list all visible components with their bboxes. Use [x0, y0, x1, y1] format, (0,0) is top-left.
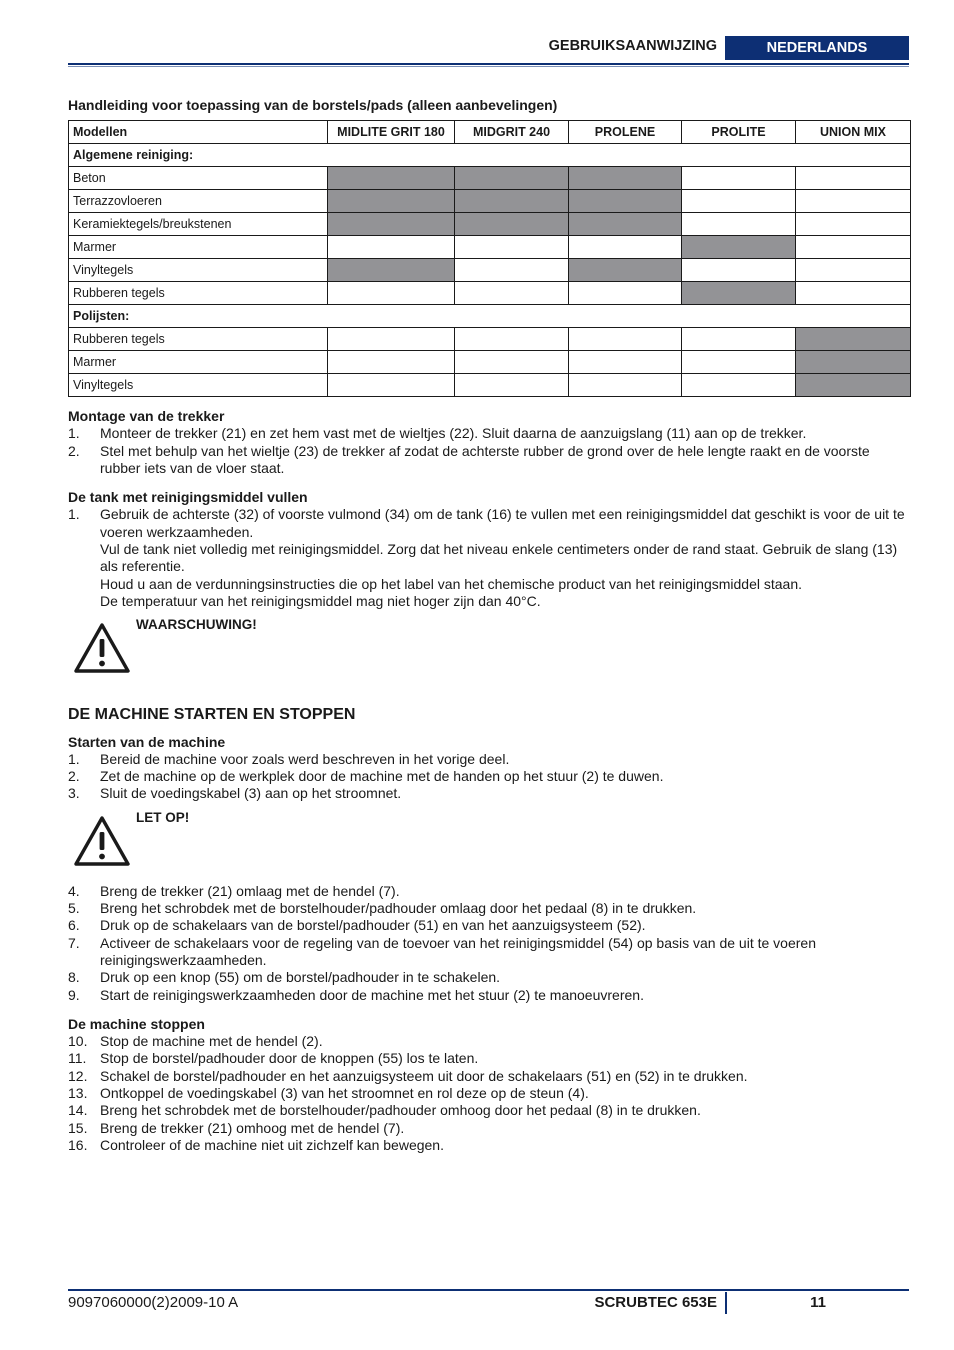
- step-number: 15.: [68, 1119, 88, 1136]
- surface-label: Marmer: [69, 236, 328, 259]
- page-number: 11: [810, 1294, 826, 1311]
- step-number: 6.: [68, 917, 80, 934]
- caution-label: LET OP!: [136, 809, 190, 825]
- step-number: 4.: [68, 882, 80, 899]
- list-item: [68, 917, 910, 934]
- step-number: 11.: [68, 1050, 87, 1067]
- list-item: [68, 1137, 910, 1154]
- stop-steps: [68, 1033, 910, 1154]
- surface-label: Terrazzovloeren: [69, 190, 328, 213]
- recommended-cell: [328, 213, 455, 236]
- step-text: Ontkoppel de voedingskabel (3) van het stroomnet en rol deze op de steun (4).: [100, 1085, 589, 1102]
- table-cell: [569, 282, 682, 305]
- recommended-cell: [796, 328, 911, 351]
- step-number: 2.: [68, 442, 80, 459]
- content: [68, 408, 910, 1154]
- start-steps: [68, 751, 910, 803]
- tank-heading: De tank met reinigingsmiddel vullen: [68, 489, 308, 506]
- header-title: GEBRUIKSAANWIJZING: [548, 38, 717, 54]
- recommended-cell: [328, 259, 455, 282]
- step-text: Breng het schrobdek met de borstelhouder/padhouder omhoog door het pedaal (8) in te drukken.: [100, 1102, 701, 1119]
- table-cell: [682, 190, 796, 213]
- table-cell: [796, 236, 911, 259]
- document-number: 9097060000(2)2009-10 A: [68, 1294, 239, 1311]
- table-cell: [569, 328, 682, 351]
- list-item: [68, 900, 910, 917]
- surface-label: Vinyltegels: [69, 374, 328, 397]
- tank-note: Houd u aan de verdunningsinstructies die op het label van het chemische product van het reinigingsmiddel staan.: [100, 575, 802, 592]
- table-row: [69, 190, 911, 213]
- step-text: Activeer de schakelaars voor de regeling van de toevoer van het reinigingsmiddel (54) op basis van de uit te voeren reinigingswerkzaamheden.: [100, 934, 816, 968]
- list-item: [68, 443, 910, 478]
- list-item: [68, 506, 910, 541]
- group-row: [69, 144, 911, 167]
- step-text: Controleer of de machine niet uit zichzelf kan bewegen.: [100, 1136, 444, 1153]
- list-item: [68, 1068, 910, 1085]
- step-number: 1.: [68, 425, 80, 442]
- recommended-cell: [328, 167, 455, 190]
- table-title: Handleiding voor toepassing van de borstels/pads (alleen aanbevelingen): [68, 97, 558, 113]
- list-item: [68, 883, 910, 900]
- step-number: 12.: [68, 1067, 88, 1084]
- header-rule: [68, 63, 909, 65]
- table-row: [69, 259, 911, 282]
- step-number: 13.: [68, 1085, 88, 1102]
- group-label: Algemene reiniging:: [69, 144, 911, 167]
- step-text: Breng de trekker (21) omhoog met de hendel (7).: [100, 1119, 405, 1136]
- table-cell: [796, 190, 911, 213]
- column-header: MIDGRIT 240: [455, 121, 569, 144]
- recommended-cell: [569, 190, 682, 213]
- warning-label: WAARSCHUWING!: [136, 617, 257, 633]
- table-cell: [569, 351, 682, 374]
- step-number: 1.: [68, 750, 80, 767]
- list-item: [68, 751, 910, 768]
- table-cell: [455, 236, 569, 259]
- table-cell: [682, 213, 796, 236]
- table-cell: [682, 351, 796, 374]
- recommended-cell: [569, 213, 682, 236]
- table-cell: [455, 259, 569, 282]
- model-name: SCRUBTEC 653E: [594, 1294, 717, 1311]
- step-number: 10.: [68, 1033, 88, 1050]
- recommended-cell: [455, 190, 569, 213]
- table-cell: [569, 374, 682, 397]
- table-cell: [796, 167, 911, 190]
- column-header: MIDLITE GRIT 180: [328, 121, 455, 144]
- list-item: [68, 987, 910, 1004]
- group-label: Polijsten:: [69, 305, 911, 328]
- warning-box: [68, 614, 910, 680]
- footer-rule: [68, 1289, 909, 1291]
- step-number: 3.: [68, 785, 80, 802]
- column-header: PROLITE: [682, 121, 796, 144]
- footer-separator: [725, 1292, 727, 1314]
- group-row: [69, 305, 911, 328]
- table-cell: [455, 282, 569, 305]
- table-cell: [455, 351, 569, 374]
- group1-body: [69, 167, 911, 305]
- start-heading: Starten van de machine: [68, 733, 226, 750]
- step-number: 7.: [68, 934, 80, 951]
- language-badge: NEDERLANDS: [725, 36, 909, 60]
- step-number: 14.: [68, 1102, 88, 1119]
- list-item: [68, 935, 910, 970]
- tank-note: De temperatuur van het reinigingsmiddel mag niet hoger zijn dan 40°C.: [100, 592, 541, 609]
- recommended-cell: [682, 282, 796, 305]
- table-row: [69, 213, 911, 236]
- recommended-cell: [328, 190, 455, 213]
- table-cell: [328, 328, 455, 351]
- stop-heading: De machine stoppen: [68, 1015, 205, 1032]
- table-cell: [682, 328, 796, 351]
- warning-triangle-icon: [73, 815, 131, 867]
- step-text: Start de reinigingswerkzaamheden door de machine met het stuur (2) te manoeuvreren.: [100, 986, 644, 1003]
- table-cell: [682, 259, 796, 282]
- table-cell: [569, 236, 682, 259]
- recommended-cell: [796, 374, 911, 397]
- brush-pad-table: [68, 120, 911, 397]
- surface-label: Marmer: [69, 351, 328, 374]
- column-header: PROLENE: [569, 121, 682, 144]
- table-row: [69, 236, 911, 259]
- table-cell: [328, 282, 455, 305]
- tank-steps: [68, 506, 910, 541]
- table-row: [69, 282, 911, 305]
- step-text: Bereid de machine voor zoals werd beschreven in het vorige deel.: [100, 750, 510, 767]
- step-text: Stel met behulp van het wieltje (23) de trekker af zodat de achterste rubber de grond over de hele lengte raakt en de voorste rubber iets van de vloer staat.: [100, 442, 870, 476]
- table-cell: [328, 374, 455, 397]
- step-number: 9.: [68, 986, 80, 1003]
- table-cell: [455, 374, 569, 397]
- step-number: 8.: [68, 969, 80, 986]
- table-row: [69, 328, 911, 351]
- warning-triangle-icon: [73, 622, 131, 674]
- recommended-cell: [796, 351, 911, 374]
- table-cell: [682, 167, 796, 190]
- list-item: [68, 1033, 910, 1050]
- recommended-cell: [682, 236, 796, 259]
- list-item: [68, 1102, 910, 1119]
- list-item: [68, 785, 910, 802]
- recommended-cell: [569, 259, 682, 282]
- section-title: DE MACHINE STARTEN EN STOPPEN: [68, 706, 356, 724]
- list-item: [68, 1120, 910, 1137]
- step-text: Druk op een knop (55) om de borstel/padhouder in te schakelen.: [100, 969, 501, 986]
- surface-label: Rubberen tegels: [69, 282, 328, 305]
- table-header-row: [69, 121, 911, 144]
- step-text: Stop de borstel/padhouder door de knoppen (55) los te laten.: [100, 1050, 479, 1067]
- list-item: [68, 969, 910, 986]
- step-text: Schakel de borstel/padhouder en het aanzuigsysteem uit door de schakelaars (51) en (52) in te drukken.: [100, 1067, 748, 1084]
- group2-body: [69, 328, 911, 397]
- surface-label: Vinyltegels: [69, 259, 328, 282]
- table-cell: [328, 236, 455, 259]
- table-cell: [796, 282, 911, 305]
- table-row: [69, 351, 911, 374]
- list-item: [68, 425, 910, 442]
- recommended-cell: [569, 167, 682, 190]
- surface-label: Rubberen tegels: [69, 328, 328, 351]
- table-cell: [328, 351, 455, 374]
- list-item: [68, 1050, 910, 1067]
- step-text: Zet de machine op de werkplek door de machine met de handen op het stuur (2) te duwen.: [100, 768, 664, 785]
- header-rule-thin: [68, 66, 909, 67]
- step-text: Gebruik de achterste (32) of voorste vulmond (34) om de tank (16) te vullen met een reinigingsmiddel dat geschikt is voor de uit te voeren werkzaamheden.: [100, 506, 905, 540]
- list-item: [68, 768, 910, 785]
- step-text: Druk op de schakelaars van de borstel/padhouder (51) en van het aanzuigsysteem (52).: [100, 917, 646, 934]
- caution-box: [68, 807, 910, 873]
- surface-label: Beton: [69, 167, 328, 190]
- tank-note: Vul de tank niet volledig met reinigingsmiddel. Zorg dat het niveau enkele centimeters onder de rand staat. Gebruik de slang (13) als referentie.: [100, 541, 898, 575]
- step-number: 5.: [68, 900, 80, 917]
- table-cell: [682, 374, 796, 397]
- table-cell: [455, 328, 569, 351]
- step-text: Sluit de voedingskabel (3) aan op het stroomnet.: [100, 785, 402, 802]
- column-header: Modellen: [69, 121, 328, 144]
- step-number: 16.: [68, 1136, 88, 1153]
- step-text: Stop de machine met de hendel (2).: [100, 1033, 323, 1050]
- montage-steps: [68, 425, 910, 477]
- recommended-cell: [455, 167, 569, 190]
- surface-label: Keramiektegels/breukstenen: [69, 213, 328, 236]
- recommended-cell: [455, 213, 569, 236]
- start-steps-continued: [68, 883, 910, 1004]
- table-cell: [796, 259, 911, 282]
- montage-heading: Montage van de trekker: [68, 408, 225, 424]
- step-number: 2.: [68, 768, 80, 785]
- step-text: Breng de trekker (21) omlaag met de hendel (7).: [100, 882, 400, 899]
- step-number: 1.: [68, 506, 80, 523]
- table-cell: [796, 213, 911, 236]
- list-item: [68, 1085, 910, 1102]
- column-header: UNION MIX: [796, 121, 911, 144]
- table-row: [69, 374, 911, 397]
- table-row: [69, 167, 911, 190]
- step-text: Monteer de trekker (21) en zet hem vast met de wieltjes (22). Sluit daarna de aanzuigslang (11) aan op de trekker.: [100, 425, 807, 442]
- step-text: Breng het schrobdek met de borstelhouder/padhouder omlaag door het pedaal (8) in te drukken.: [100, 900, 697, 917]
